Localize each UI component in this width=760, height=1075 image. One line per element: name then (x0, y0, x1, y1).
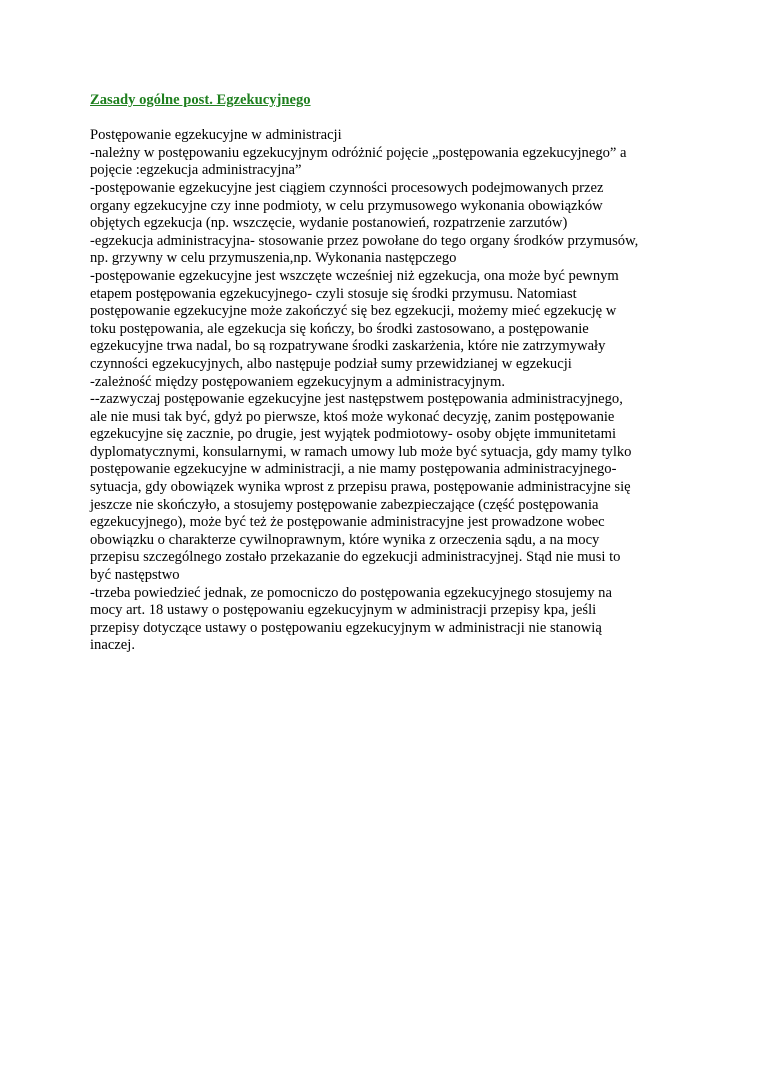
text-line: -trzeba powiedzieć jednak, ze pomocniczo do postępowania egzekucyjnego stosujemy na (90, 584, 612, 601)
text-line: obowiązku o charakterze cywilnoprawnym, które wynika z orzeczenia sądu, a na mocy (90, 531, 600, 548)
text-line: postępowanie egzekucyjne może zakończyć się bez egzekucji, możemy mieć egzekucję w (90, 303, 617, 320)
text-line: przepisu szczególnego zostało przekazanie do egzekucji administracyjnej. Stąd nie musi to (90, 549, 621, 566)
text-line: etapem postępowania egzekucyjnego- czyli stosuje się środki przymusu. Natomiast (90, 285, 577, 302)
text-line: -egzekucja administracyjna- stosowanie przez powołane do tego organy środków przymusów, (90, 232, 639, 249)
document-heading: Zasady ogólne post. Egzekucyjnego (90, 92, 311, 108)
text-line: toku postępowania, ale egzekucja się kończy, bo środki zastosowano, a postępowanie (90, 320, 589, 337)
text-line: egzekucyjnego), może być też że postępowanie administracyjne jest prowadzone wobec (90, 514, 605, 531)
text-line: pojęcie :egzekucja administracyjna” (90, 162, 302, 179)
text-line: egzekucyjne się zacznie, po drugie, jest wyjątek podmiotowy- osoby objęte immunitetami (90, 426, 617, 443)
text-line: czynności egzekucyjnych, albo następuje podział sumy przewidzianej w egzekucji (90, 355, 572, 372)
text-line: organy egzekucyjne czy inne podmioty, w celu przymusowego wykonania obowiązków (90, 197, 603, 214)
text-line: być następstwo (90, 567, 180, 584)
text-line: przepisy dotyczące ustawy o postępowaniu egzekucyjnym w administracji nie stanowią (90, 619, 602, 636)
text-line: np. grzywny w celu przymuszenia,np. Wykonania następczego (90, 250, 457, 267)
text-line: inaczej. (90, 637, 135, 654)
text-line: egzekucyjne trwa nadal, bo są rozpatrywane środki zaskarżenia, które nie zatrzymywały (90, 338, 606, 355)
text-line: -zależność między postępowaniem egzekucyjnym a administracyjnym. (90, 373, 505, 390)
text-line: --zazwyczaj postępowanie egzekucyjne jest następstwem postępowania administracyjnego, (90, 391, 623, 408)
text-line: jeszcze nie skończyło, a stosujemy postępowanie zabezpieczające (część postępowania (90, 496, 599, 513)
text-line: objętych egzekucja (np. wszczęcie, wydanie postanowień, rozpatrzenie zarzutów) (90, 215, 568, 232)
text-line: postępowanie egzekucyjne w administracji, a nie mamy postępowania administracyjnego- (90, 461, 617, 478)
document-body (90, 92, 680, 655)
text-line: mocy art. 18 ustawy o postępowaniu egzekucyjnym w administracji przepisy kpa, jeśli (90, 602, 597, 619)
text-line: -postępowanie egzekucyjne jest ciągiem czynności procesowych podejmowanych przez (90, 179, 604, 196)
text-line: Postępowanie egzekucyjne w administracji (90, 127, 342, 144)
text-line: -należny w postępowaniu egzekucyjnym odróżnić pojęcie „postępowania egzekucyjnego” a (90, 144, 627, 161)
text-line: dyplomatycznymi, konsularnymi, w ramach umowy lub może być sytuacja, gdy mamy tylko (90, 443, 632, 460)
text-line: -postępowanie egzekucyjne jest wszczęte wcześniej niż egzekucja, ona może być pewnym (90, 267, 619, 284)
text-line: ale nie musi tak być, gdyż po pierwsze, ktoś może wykonać decyzję, zanim postępowanie (90, 408, 615, 425)
text-line: sytuacja, gdy obowiązek wynika wprost z przepisu prawa, postępowanie administracyjne się (90, 479, 631, 496)
